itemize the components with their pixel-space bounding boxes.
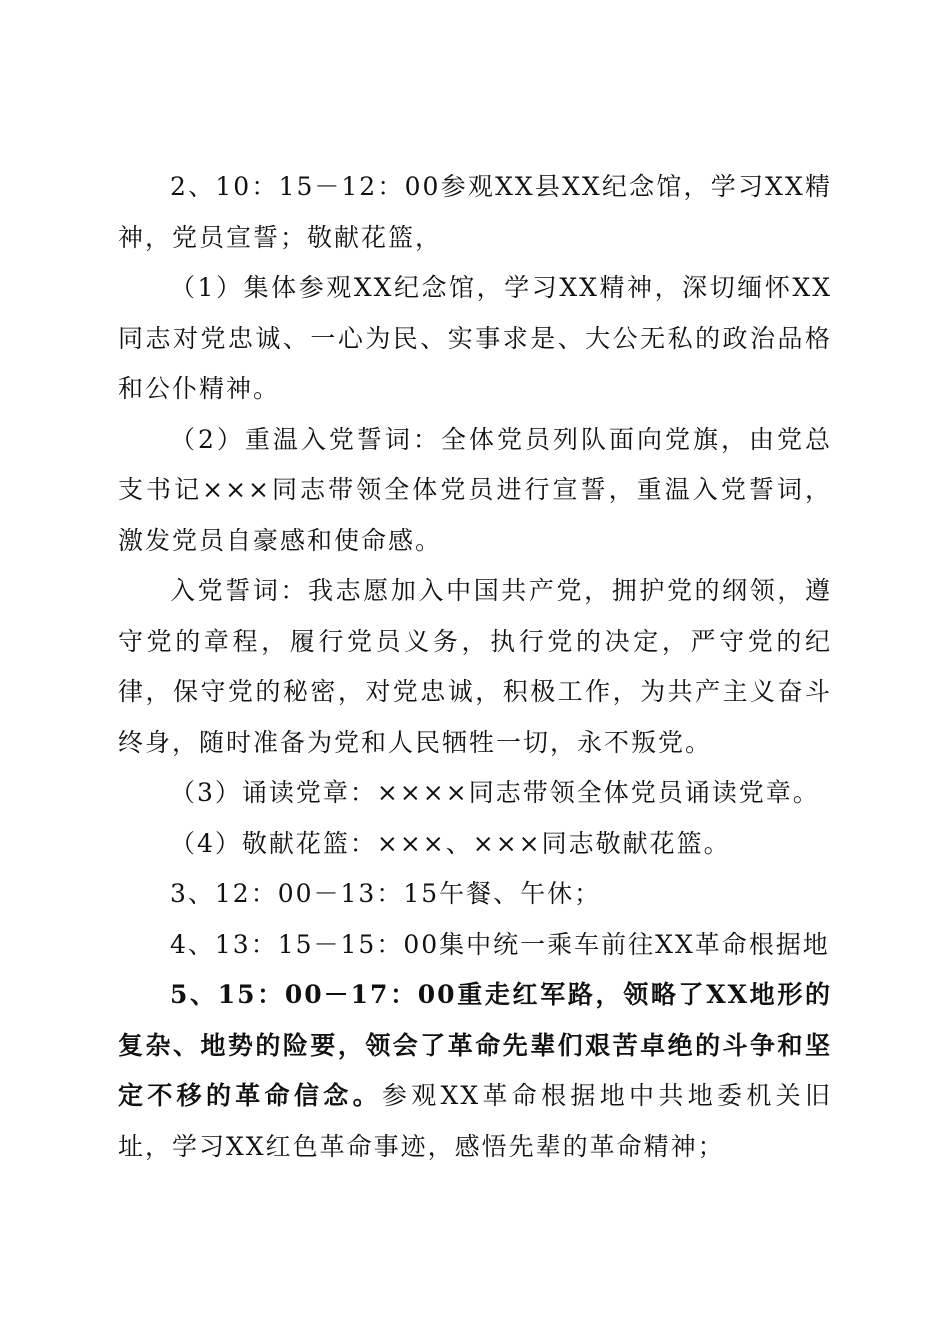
paragraph-item-5-normal: 参观XX革命根据地中共地委机关旧址，学习XX红色革命事迹，感悟先辈的革命精神；: [118, 1081, 832, 1161]
paragraph-sub-1: （1）集体参观XX纪念馆，学习XX精神，深切缅怀XX同志对党忠诚、一心为民、实事求是、大公无私的政治品格和公仆精神。: [118, 273, 832, 403]
paragraph-item-4: 4、13：15－15：00集中统一乘车前往XX革命根据地: [170, 929, 830, 959]
paragraph-item-5-bold: 5、15：00－17：00重走红军路，领略了XX地形的复杂、地势的险要，领会了革命先辈们艰苦卓绝的斗争和坚定不移的革命信念。: [118, 980, 832, 1110]
paragraph-item-5: [118, 970, 832, 1172]
paragraph-sub-3: （3）诵读党章：××××同志带领全体党员诵读党章。: [170, 778, 820, 807]
paragraph-item-3: 3、12：00－13：15午餐、午休；: [170, 879, 602, 908]
paragraph-item-2: 2、10：15－12：00参观XX县XX纪念馆，学习XX精神，党员宣誓；敬献花篮，: [118, 172, 832, 252]
paragraph-sub-2: （2）重温入党誓词：全体党员列队面向党旗，由党总支书记×××同志带领全体党员进行宣誓，重温入党誓词，激发党员自豪感和使命感。: [118, 424, 832, 555]
document-body: [118, 162, 832, 1172]
paragraph-sub-4: （4）敬献花篮：×××、×××同志敬献花篮。: [170, 828, 731, 858]
paragraph-oath: 入党誓词：我志愿加入中国共产党，拥护党的纲领，遵守党的章程，履行党员义务，执行党的决定，严守党的纪律，保守党的秘密，对党忠诚，积极工作，为共产主义奋斗终身，随时准备为党和人民牺牲一切，永不叛党。: [118, 576, 832, 757]
